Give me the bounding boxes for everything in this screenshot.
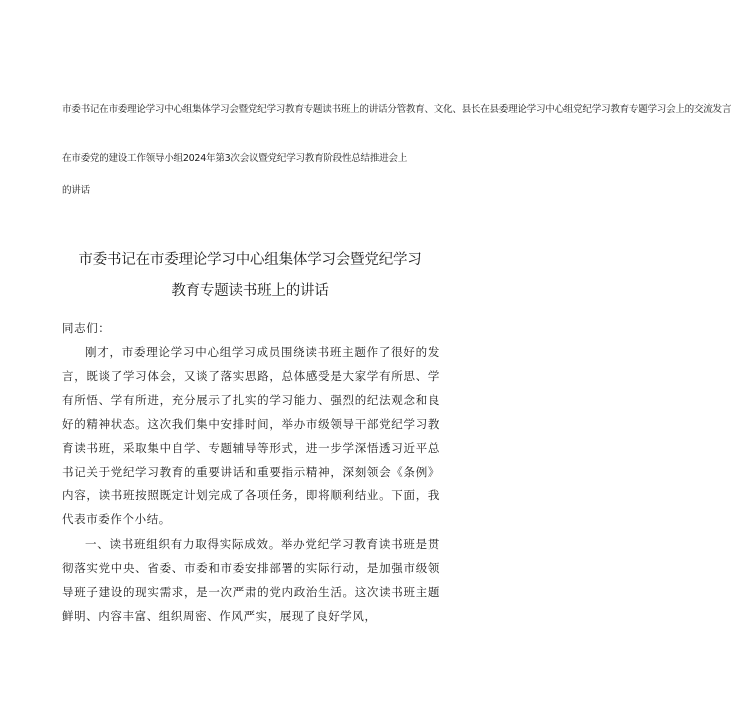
body-paragraph-2 (62, 533, 440, 629)
document-title-line-1: 市委书记在市委理论学习中心组集体学习会暨党纪学习 (78, 252, 422, 268)
body-paragraph-1 (62, 341, 440, 532)
paragraph-text: 刚才，市委理论学习中心组学习成员围绕读书班主题作了很好的发言，既谈了学习体会，又谈了落实思路，总体感受是大家学有所思、学有所悟、学有所进，充分展示了扎实的学习能力、强烈的纪法观念和良好的精神状态。这次我们集中安排时间，举办市级领导干部党纪学习教育读书班，采取集中自学、专题辅导等形式，进一步学深悟透习近平总书记关于党纪学习教育的重要讲话和重要指示精神，深刻领会《条例》内容，读书班按照既定计划完成了各项任务，即将顺利结业。下面，我代表市委作个小结。 (62, 345, 440, 527)
toc-entry (62, 99, 731, 120)
document-title-line-2: 教育专题读书班上的讲话 (171, 283, 329, 299)
toc-line-1: 市委书记在市委理论学习中心组集体学习会暨党纪学习教育专题读书班上的讲话分管教育、文化、县长在县委理论学习中心组党纪学习教育专题学习会上的交流发言 (62, 104, 731, 115)
salutation (62, 317, 440, 341)
paragraph-text: 一、读书班组织有力取得实际成效。举办党纪学习教育读书班是贯彻落实党中央、省委、市委和市委安排部署的实际行动，是加强市级领导班子建设的现实需求，是一次严肃的党内政治生活。这次读书班主题鲜明、内容丰富、组织周密、作风严实，展现了良好学风， (62, 537, 440, 623)
toc-line-2a: 在市委党的建设工作领导小组2024年第3次会议暨党纪学习教育阶段性总结推进会上 (62, 153, 408, 164)
toc-line-2b: 的讲话 (62, 185, 90, 196)
toc-entry (62, 148, 442, 201)
salutation-text: 同志们： (62, 321, 111, 335)
